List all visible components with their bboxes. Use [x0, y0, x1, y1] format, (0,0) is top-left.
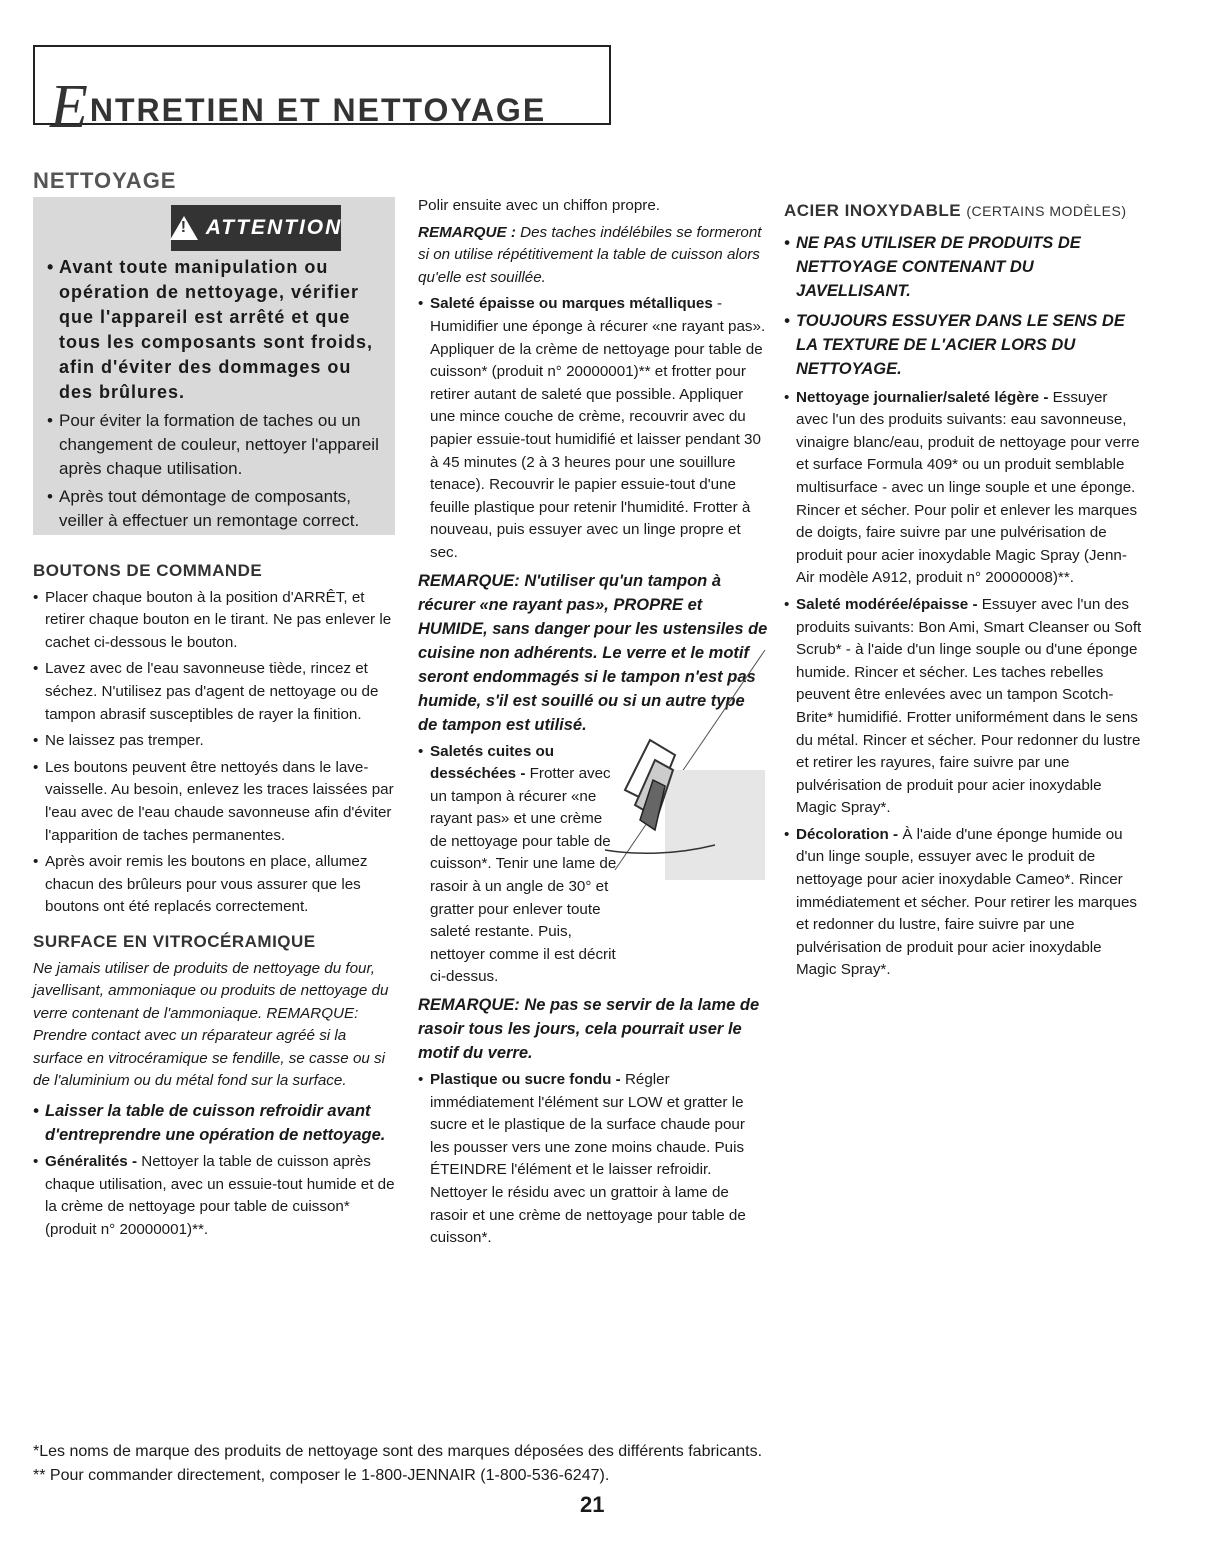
polish-text: Polir ensuite avec un chiffon propre. [418, 197, 661, 214]
remarque-3: REMARQUE: Ne pas se servir de la lame de rasoir tous les jours, cela pourrait user le motif du verre. [418, 996, 760, 1063]
list-item [33, 1151, 395, 1241]
attention-item: • Après tout démontage de composants, veiller à effectuer un remontage correct. [47, 485, 383, 533]
title-initial: E [50, 73, 88, 141]
cuites-text: Frotter avec un tampon à récurer «ne rayant pas» et une crème de nettoyage pour table de cuisson*. Tenir une lame de rasoir à un angle de 30° et gratter pour enlever toute saleté restante. Puis, nettoyer comme il est décrit ci-dessus. [430, 765, 617, 986]
moderee-label: Saleté modérée/épaisse - [796, 595, 978, 613]
footnote-1: *Les noms de marque des produits de nettoyage sont des marques déposées des différents fabricants. [33, 1443, 763, 1460]
list-item [418, 1069, 768, 1250]
page-number: 21 [580, 1492, 605, 1517]
list-item [784, 824, 1142, 982]
acier-heading [784, 200, 1142, 223]
attention-item: • Avant toute manipulation ou opération de nettoyage, vérifier que l'appareil est arrêté et que tous les composants sont froids, afin d'éviter des dommages ou des brûlures. [47, 255, 383, 405]
journalier-text: Essuyer avec l'un des produits suivants: eau savonneuse, vinaigre blanc/eau, produit de nettoyage pour verre et surface Formula 409* ou un produit semblable multisurface - avec un linge souple et une éponge. Rincer et sécher. Pour polir et enlever les marques de doigts, faire suivre par une pulvérisation de produit pour acier inoxydable Magic Spray (Jenn-Air modèle A912, produit n° 20000008)**. [796, 388, 1140, 587]
boutons-list [33, 587, 395, 919]
list-item [784, 594, 1142, 820]
warning-icon [170, 216, 198, 240]
epaisse-text: - Humidifier une éponge à récurer «ne rayant pas». Appliquer de la crème de nettoyage pour table de cuisson* (produit n° 20000001)** et frotter pour retirer autant de saleté que possible. Appliquer une mince couche de crème, recouvrir avec du papier essuie-tout humidifié et laisser pendant 30 à 45 minutes (2 à 3 heures pour une souillure tenace). Recouvrir le papier essuie-tout d'une feuille plastique pour retenir l'humidité. Frotter à nouveau, puis essuyer avec un linge propre et sec. [430, 295, 766, 561]
cuites-label: Saletés cuites ou desséchées - [430, 742, 555, 783]
list-item [784, 387, 1142, 590]
plastique-label: Plastique ou sucre fondu - [430, 1071, 621, 1089]
surface-intro: Ne jamais utiliser de produits de nettoyage du four, javellisant, ammoniaque ou produits de nettoyage du verre contenant de l'ammoniaque. REMARQUE: Prendre contact avec un réparateur agréé si la surface en vitrocéramique se fendille, se casse ou si de l'aluminium ou du métal fond sur la surface. [33, 959, 389, 1090]
journalier-label: Nettoyage journalier/saleté légère - [796, 388, 1049, 406]
list-item: • Lavez avec de l'eau savonneuse tiède, rincez et séchez. N'utilisez pas d'agent de nettoyage ou de tampon abrasif susceptibles de rayer la finition. [33, 658, 395, 726]
page-title [50, 72, 546, 143]
surface-warning: • Laisser la table de cuisson refroidir avant d'entreprendre une opération de nettoyage. [33, 1099, 395, 1147]
list-item: • Placer chaque bouton à la position d'ARRÊT, et retirer chaque bouton en le tirant. Ne pas enlever le cachet ci-dessous le bouton. [33, 587, 395, 655]
attention-box [33, 197, 395, 535]
remarque-1-text: Des taches indélébiles se formeront si on utilise répétitivement la table de cuisson alors qu'elle est souillée. [418, 223, 762, 286]
title-rest: NTRETIEN ET NETTOYAGE [89, 92, 547, 128]
epaisse-label: Saleté épaisse ou marques métalliques [430, 295, 713, 313]
footnote-2: ** Pour commander directement, composer le 1-800-JENNAIR (1-800-536-6247). [33, 1467, 610, 1484]
generalites-text: Nettoyer la table de cuisson après chaque utilisation, avec un essuie-tout humide et de la crème de nettoyage pour table de cuisson* (produit n° 20000001)**. [45, 1153, 395, 1238]
remarque-2: REMARQUE: N'utiliser qu'un tampon à récurer «ne rayant pas», PROPRE et HUMIDE, sans danger pour les ustensiles de cuisine non adhérents. Le verre et le motif seront endommagés si le tampon n'est pas humide, s'il est souillé ou si un autre type de tampon est utilisé. [418, 571, 768, 734]
moderee-text: Essuyer avec l'un des produits suivants: Bon Ami, Smart Cleanser ou Soft Scrub* - à l'aide d'un linge souple ou d'une éponge humide. Rincer et sécher. Les taches rebelles peuvent être enlevées avec un tampon Scotch-Brite* humidifié. Frotter uniformément dans le sens du métal. Rincer et sécher. Pour redonner du lustre et retirer les rayures, faire suivre par une pulvérisation de produit pour acier inoxydable Magic Spray*. [796, 595, 1142, 817]
remarque-1-label: REMARQUE : [418, 223, 516, 241]
list-item: • Ne laissez pas tremper. [33, 730, 395, 753]
razor-scraper-illustration [595, 640, 770, 890]
attention-item: • Pour éviter la formation de taches ou un changement de couleur, nettoyer l'appareil après chaque utilisation. [47, 409, 383, 481]
attention-banner [171, 205, 341, 251]
decoloration-text: À l'aide d'une éponge humide ou d'un linge souple, essuyer avec le produit de nettoyage pour acier inoxydable Cameo*. Rincer immédiatement et sécher. Pour retirer les marques et redonner du lustre, faire suivre par une pulvérisation de produit pour acier inoxydable Magic Spray*. [796, 825, 1138, 979]
list-item: • Les boutons peuvent être nettoyés dans le lave-vaisselle. Au besoin, enlevez les traces laissées par l'eau avec de l'eau chaude savonneuse afin d'éviter l'apparition de taches permanentes. [33, 757, 395, 847]
acier-title-paren: (CERTAINS MODÈLES) [966, 203, 1127, 219]
attention-label: ATTENTION [205, 216, 343, 239]
column-left [33, 560, 395, 1245]
generalites-label: Généralités - [45, 1153, 138, 1171]
footer-notes [33, 1440, 1183, 1488]
acier-title: ACIER INOXYDABLE [784, 201, 962, 220]
column-right [784, 200, 1142, 986]
list-item [418, 293, 768, 564]
surface-heading: SURFACE EN VITROCÉRAMIQUE [33, 931, 316, 951]
decoloration-label: Décoloration - [796, 825, 899, 843]
list-item: • Après avoir remis les boutons en place, allumez chacun des brûleurs pour vous assurer que les boutons ont été replacés correctement. [33, 851, 395, 919]
boutons-heading: BOUTONS DE COMMANDE [33, 561, 263, 580]
section-title: NETTOYAGE [33, 168, 177, 193]
plastique-text: Régler immédiatement l'élément sur LOW et gratter le sucre et le plastique de la surface chaude pour les pousser vers une zone moins chaude. Puis ÉTEINDRE l'élément et le laisser refroidir. Nettoyer le résidu avec un grattoir à lame de rasoir et une crème de nettoyage pour table de cuisson*. [430, 1071, 746, 1247]
remarque-1 [418, 222, 768, 290]
acier-warning-1: • NE PAS UTILISER DE PRODUITS DE NETTOYAGE CONTENANT DU JAVELLISANT. [784, 231, 1142, 303]
acier-warning-2: • TOUJOURS ESSUYER DANS LE SENS DE LA TEXTURE DE L'ACIER LORS DU NETTOYAGE. [784, 309, 1142, 381]
